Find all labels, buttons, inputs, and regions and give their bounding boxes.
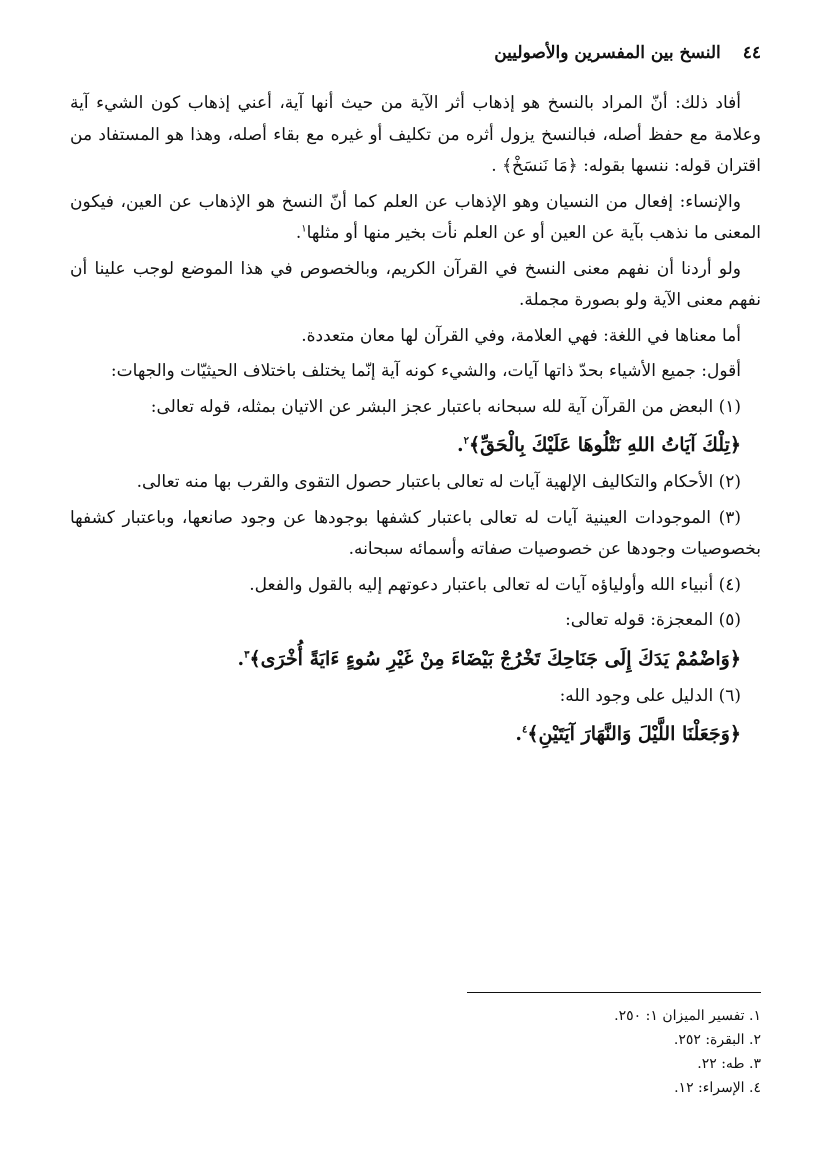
footnote-ref: ٣ xyxy=(244,649,250,661)
paragraph: أفاد ذلك: أنّ المراد بالنسخ هو إذهاب أثر الآية من حيث أنها آية، أعني إذهاب كون الشيء آية وعلامة مع حفظ أصله، فبالنسخ يزول أثره من تكليف أو غيره مع بقاء أصله، وهذا هو المستفاد من اقتران قوله: ننسها بقوله: ﴿مَا نَنسَخْ﴾ . xyxy=(70,93,761,176)
list-item: (٣) الموجودات العينية آيات له تعالى باعتبار كشفها بوجودها عن وجود صانعها، وباعتبار كشفها بخصوصيات وجودها عن خصوصيات صفاته وأسمائه سبحانه. xyxy=(70,507,761,559)
footnote-ref: ١ xyxy=(301,223,307,235)
list-item: (٦) الدليل على وجود الله: xyxy=(559,685,741,706)
page-number: ٤٤ xyxy=(742,43,761,63)
paragraph: ولو أردنا أن نفهم معنى النسخ في القرآن الكريم، وبالخصوص في هذا الموضع لوجب علينا أن نفهم معنى الآية ولو بصورة مجملة. xyxy=(70,258,761,310)
verse-text: ﴿وَجَعَلْنَا اللَّيْلَ وَالنَّهَارَ آيَتَيْنِ﴾ xyxy=(527,723,741,745)
quran-verse: ﴿وَجَعَلْنَا اللَّيْلَ وَالنَّهَارَ آيَتَيْنِ﴾$^٤$. xyxy=(515,723,741,745)
list-item: (٥) المعجزة: قوله تعالى: xyxy=(565,610,741,630)
paragraph: أقول: جميع الأشياء بحدّ ذاتها آيات، والشيء كونه آية إنّما يختلف باختلاف الحيثيّات والجهات: xyxy=(110,361,741,381)
list-item: (١) البعض من القرآن آية لله سبحانه باعتبار عجز البشر عن الاتيان بمثله، قوله تعالى: xyxy=(150,396,741,417)
paragraph: والإنساء: إفعال من النسيان وهو الإذهاب عن العلم كما أنّ النسخ هو الإذهاب عن العين، فيكون المعنى ما نذهب بآية عن العين أو عن العلم نأت بخير منها أو مثلها$^١$. xyxy=(70,191,761,243)
page-header xyxy=(70,38,761,68)
main-text xyxy=(70,88,761,756)
paragraph: أما معناها في اللغة: فهي العلامة، وفي القرآن لها معان متعددة. xyxy=(301,325,741,346)
verse-text: ﴿وَاضْمُمْ يَدَكَ إِلَى جَنَاحِكَ تَخْرُجْ بَيْضَاءَ مِنْ غَيْرِ سُوءٍ ءَايَةً أُخْرَى﴾ xyxy=(249,647,741,670)
paragraph-text: والإنساء: إفعال من النسيان وهو الإذهاب عن العلم كما أنّ النسخ هو الإذهاب عن العين، فيكون المعنى ما نذهب بآية عن العين أو عن العلم نأت بخير منها أو مثلها xyxy=(70,191,761,243)
footnote: ٣. طه: ٢٢. xyxy=(697,1056,761,1072)
footnote: ٢. البقرة: ٢٥٢. xyxy=(673,1032,761,1048)
verse-text: ﴿تِلْكَ آيَاتُ اللهِ نَتْلُوهَا عَلَيْكَ بِالْحَقِّ﴾ xyxy=(468,434,741,456)
list-item: (٤) أنبياء الله وأولياؤه آيات له تعالى باعتبار دعوتهم إليه بالقول والفعل. xyxy=(249,574,741,595)
footnote-ref: ٤ xyxy=(521,724,528,736)
footnote-divider xyxy=(467,992,761,993)
footnote-ref: ٢ xyxy=(463,435,469,447)
quran-verse: ﴿تِلْكَ آيَاتُ اللهِ نَتْلُوهَا عَلَيْكَ بِالْحَقِّ﴾$^٢$. xyxy=(456,434,741,456)
footnote: ١. تفسير الميزان ١: ٢٥٠. xyxy=(614,1008,761,1024)
footnote: ٤. الإسراء: ١٢. xyxy=(674,1080,761,1096)
running-title: النسخ بين المفسرين والأصوليين xyxy=(494,43,721,63)
footnotes xyxy=(70,1004,761,1100)
quran-verse: ﴿وَاضْمُمْ يَدَكَ إِلَى جَنَاحِكَ تَخْرُجْ بَيْضَاءَ مِنْ غَيْرِ سُوءٍ ءَايَةً أُخْرَى﴾$^٣$. xyxy=(237,647,741,670)
list-item: (٢) الأحكام والتكاليف الإلهية آيات له تعالى باعتبار حصول التقوى والقرب بها منه تعالى. xyxy=(136,472,741,492)
